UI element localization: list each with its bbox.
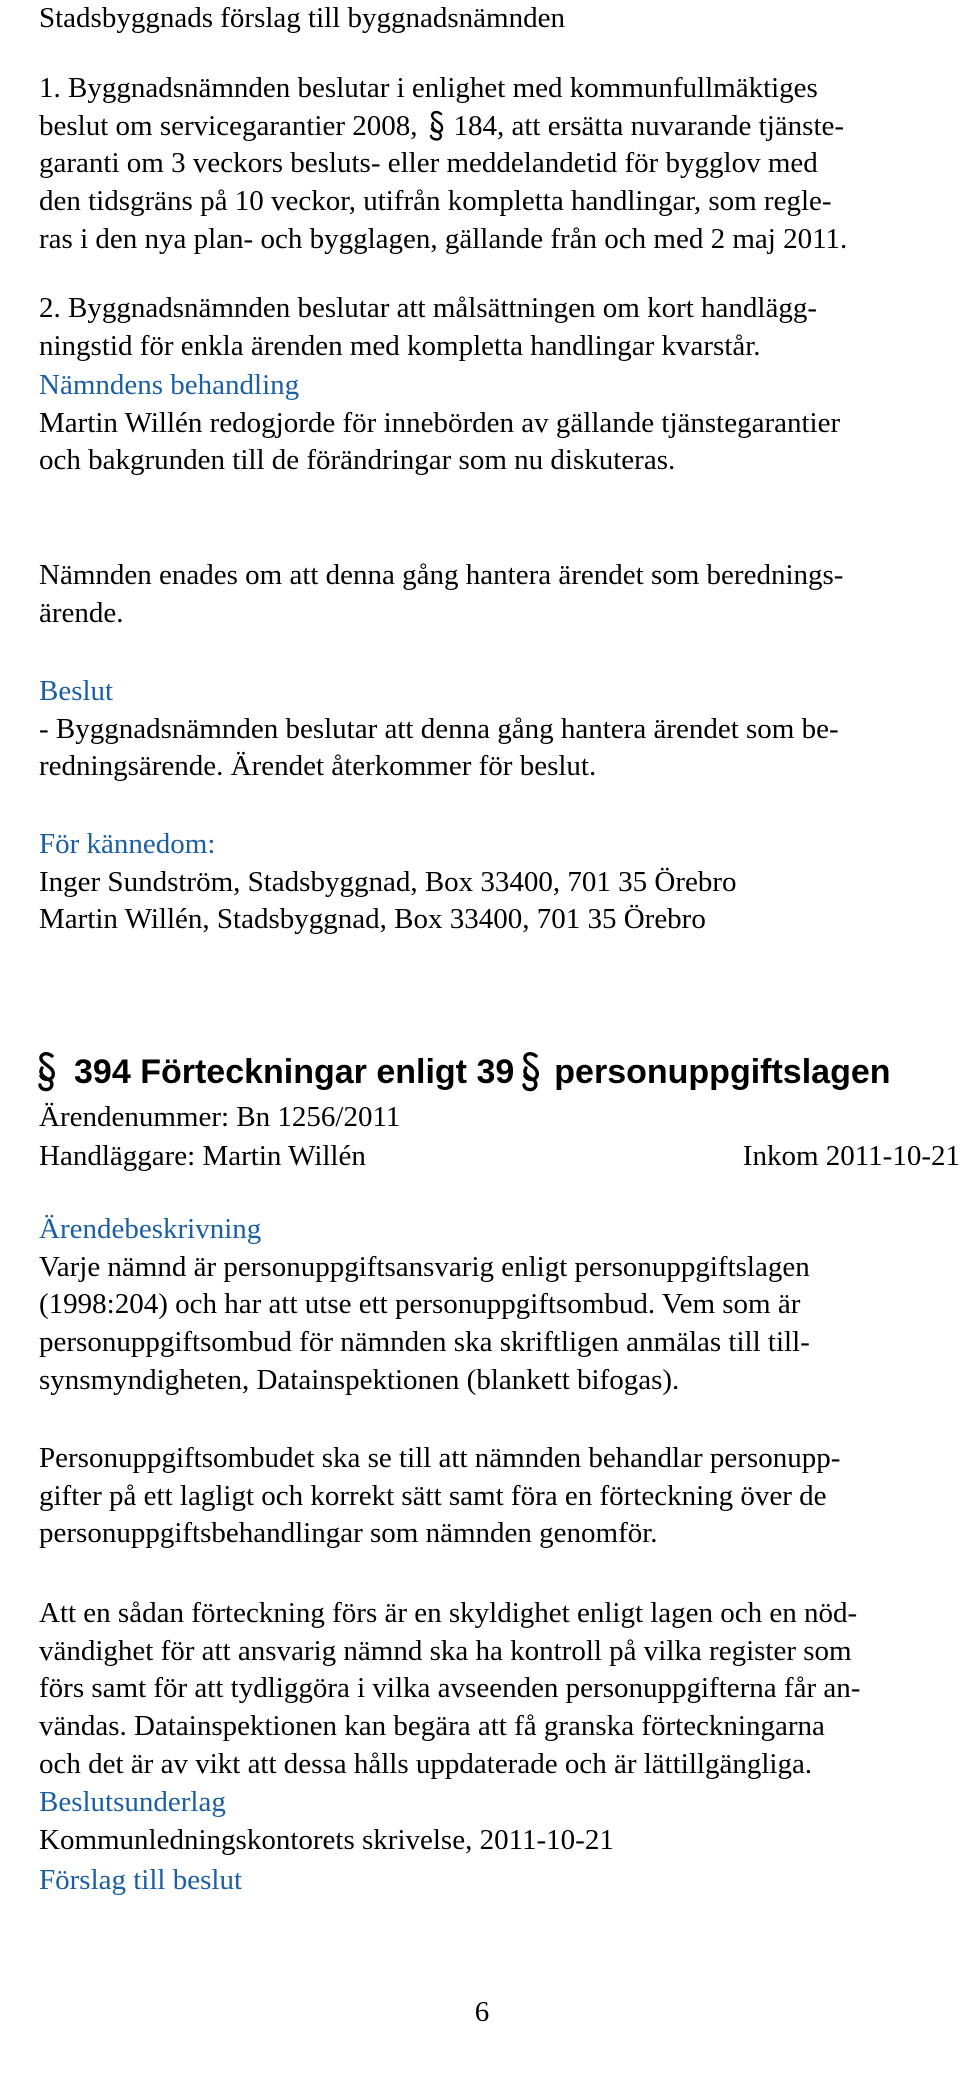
case-number-text: Ärendenummer: Bn 1256/2011: [39, 1101, 401, 1133]
proposal-item-2-line: 2. Byggnadsnämnden beslutar att målsättningen om kort handlägg-: [39, 292, 818, 324]
description-line: synsmyndigheten, Datainspektionen (blankett bifogas).: [39, 1363, 680, 1396]
description-line: förs samt för att tydliggöra i vilka avseenden personuppgifterna får an-: [39, 1672, 861, 1705]
description-line: och det är av vikt att dessa hålls uppdaterade och är lättillgängliga.: [39, 1747, 813, 1780]
basis-line: Kommunledningskontorets skrivelse, 2011-10-21: [39, 1823, 614, 1856]
basis-heading: Beslutsunderlag: [39, 1786, 226, 1818]
section-title-part1: Förteckningar enligt 39: [140, 1053, 515, 1091]
proposal-item-1-line: 1. Byggnadsnämnden beslutar i enlighet med kommunfullmäktiges: [39, 72, 818, 104]
page-number: 6: [474, 1996, 490, 2028]
description-section: [39, 1211, 810, 1399]
description-line: personuppgiftsbehandlingar som nämnden genomför.: [39, 1517, 658, 1550]
notice-recipient: Inger Sundström, Stadsbyggnad, Box 33400, 701 35 Örebro: [39, 865, 737, 898]
page-heading-text: Stadsbyggnads förslag till byggnadsnämnden: [39, 2, 565, 34]
decision-section: [39, 673, 839, 786]
description-line: personuppgiftsombud för nämnden ska skriftligen anmälas till till-: [39, 1326, 810, 1359]
notice-recipient: Martin Willén, Stadsbyggnad, Box 33400, 701 35 Örebro: [39, 903, 706, 936]
proposal-item-1: [39, 70, 847, 258]
treatment-line: Nämnden enades om att denna gång hantera ärendet som berednings-: [39, 559, 844, 591]
section-sign-icon: [428, 110, 446, 142]
description-line: vändighet för att ansvarig nämnd ska ha kontroll på vilka register som: [39, 1634, 852, 1667]
notice-section: [39, 826, 737, 939]
description-line: Varje nämnd är personuppgiftsansvarig enligt personuppgiftslagen: [39, 1250, 810, 1283]
treatment-line: Martin Willén redogjorde för innebörden av gällande tjänstegarantier: [39, 406, 841, 439]
proposal-item-1-line: den tidsgräns på 10 veckor, utifrån kompletta handlingar, som regle-: [39, 185, 832, 218]
case-number: [39, 1099, 400, 1137]
treatment-para-2: [39, 557, 843, 632]
section-sign-icon: [520, 1051, 542, 1093]
decision-line: redningsärende. Ärendet återkommer för beslut.: [39, 750, 597, 783]
case-handler: Handläggare: Martin Willén: [39, 1140, 366, 1172]
description-line: Att en sådan förteckning förs är en skyldighet enligt lagen och en nöd-: [39, 1597, 858, 1629]
description-heading: Ärendebeskrivning: [39, 1213, 262, 1245]
description-line: gifter på ett lagligt och korrekt sätt samt föra en förteckning över de: [39, 1479, 827, 1512]
proposal-item-2-line: ningstid för enkla ärenden med kompletta handlingar kvarstår.: [39, 329, 761, 362]
treatment-line: ärende.: [39, 596, 124, 629]
basis-section: [39, 1784, 614, 1859]
description-para-2: [39, 1440, 840, 1553]
section-title: [36, 1047, 891, 1103]
received-date: Inkom 2011-10-21: [742, 1140, 960, 1172]
section-title-part2: personuppgiftslagen: [554, 1053, 891, 1091]
treatment-section: [39, 367, 840, 480]
proposal-item-1-line: garanti om 3 veckors besluts- eller meddelandetid för bygglov med: [39, 147, 818, 180]
proposal-item-2: [39, 290, 817, 365]
page-heading: [39, 0, 565, 38]
case-handler-row: [39, 1138, 960, 1176]
description-line: Personuppgiftsombudet ska se till att nämnden behandlar personupp-: [39, 1442, 841, 1474]
notice-heading: För kännedom:: [39, 828, 216, 860]
proposal-item-1-line: ras i den nya plan- och bygglagen, gällande från och med 2 maj 2011.: [39, 222, 848, 255]
proposal-item-1-line: beslut om servicegarantier 2008, 184, att ersätta nuvarande tjänste-: [39, 109, 845, 142]
treatment-heading: Nämndens behandling: [39, 369, 300, 401]
proposal-heading: [39, 1862, 242, 1900]
decision-heading: Beslut: [39, 675, 114, 707]
description-line: (1998:204) och har att utse ett personuppgiftsombud. Vem som är: [39, 1288, 801, 1321]
treatment-line: och bakgrunden till de förändringar som nu diskuteras.: [39, 444, 676, 477]
decision-line: - Byggnadsnämnden beslutar att denna gång hantera ärendet som be-: [39, 712, 839, 745]
section-sign-icon: [36, 1051, 58, 1093]
proposal-heading-text: Förslag till beslut: [39, 1864, 242, 1896]
section-number: 394: [74, 1053, 131, 1091]
description-line: vändas. Datainspektionen kan begära att få granska förteckningarna: [39, 1710, 825, 1743]
description-para-3: [39, 1595, 860, 1783]
